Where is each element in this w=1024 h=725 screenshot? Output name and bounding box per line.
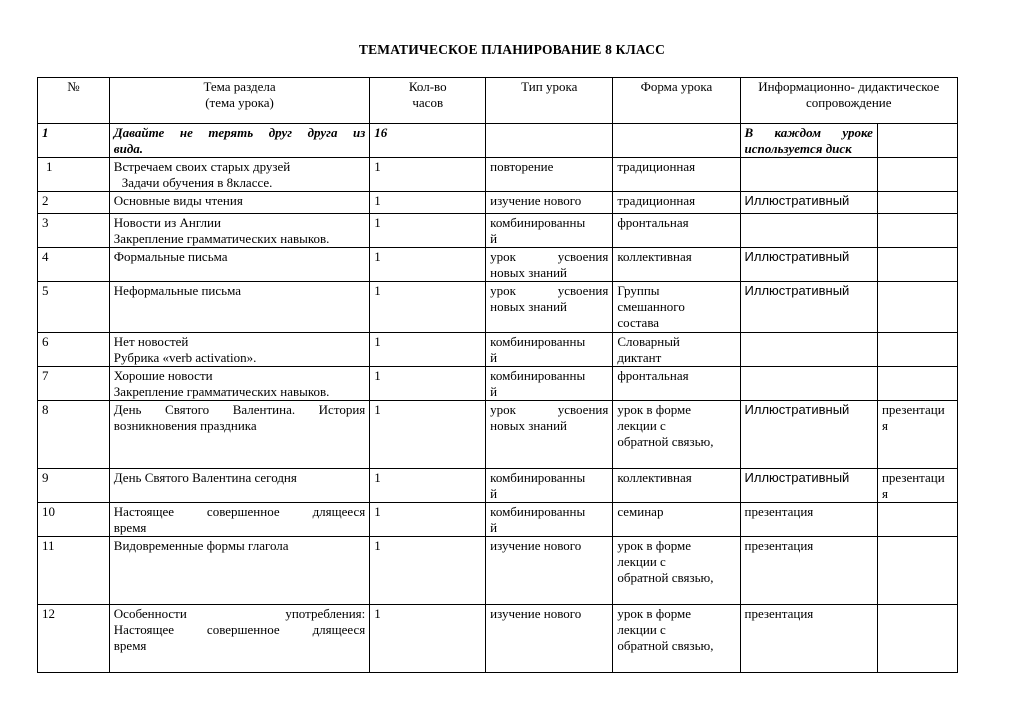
header-info: Информационно- дидактическое сопровождение bbox=[740, 78, 957, 124]
row-form: коллективная bbox=[613, 469, 740, 503]
table-row bbox=[38, 367, 958, 401]
header-num: № bbox=[38, 78, 110, 124]
row-num: 12 bbox=[38, 605, 110, 673]
table-row bbox=[38, 605, 958, 673]
row-num: 8 bbox=[38, 401, 110, 469]
row-hours: 1 bbox=[370, 214, 486, 248]
row-info: презентация bbox=[740, 537, 877, 605]
row-type: изучение нового bbox=[486, 537, 613, 605]
row-hours: 1 bbox=[370, 537, 486, 605]
row-topic: Видовременные формы глагола bbox=[109, 537, 370, 605]
page-title: ТЕМАТИЧЕСКОЕ ПЛАНИРОВАНИЕ 8 КЛАСС bbox=[358, 42, 666, 57]
table-row bbox=[38, 248, 958, 282]
row-topic: День Святого Валентина сегодня bbox=[109, 469, 370, 503]
row-extra bbox=[877, 333, 957, 367]
table-row bbox=[38, 537, 958, 605]
row-hours: 1 bbox=[370, 367, 486, 401]
row-form: традиционная bbox=[613, 158, 740, 192]
row-form: фронтальная bbox=[613, 367, 740, 401]
row-form: фронтальная bbox=[613, 214, 740, 248]
row-type: изучение нового bbox=[486, 192, 613, 214]
row-info: Иллюстративный bbox=[740, 401, 877, 469]
row-extra bbox=[877, 537, 957, 605]
row-num: 6 bbox=[38, 333, 110, 367]
planning-table bbox=[37, 77, 958, 673]
row-info bbox=[740, 333, 877, 367]
row-extra bbox=[877, 282, 957, 333]
row-type: комбинированны й bbox=[486, 503, 613, 537]
row-type: комбинированны й bbox=[486, 214, 613, 248]
row-type: урок усвоения новых знаний bbox=[486, 248, 613, 282]
row-info bbox=[740, 214, 877, 248]
row-info: Иллюстративный bbox=[740, 469, 877, 503]
row-extra: презентаци я bbox=[877, 469, 957, 503]
row-extra: презентаци я bbox=[877, 401, 957, 469]
row-hours: 1 bbox=[370, 333, 486, 367]
table-row bbox=[38, 503, 958, 537]
header-form: Форма урока bbox=[613, 78, 740, 124]
row-hours: 1 bbox=[370, 401, 486, 469]
row-type: комбинированны й bbox=[486, 333, 613, 367]
row-topic: Нет новостей Рубрика «verb activation». bbox=[109, 333, 370, 367]
row-num: 11 bbox=[38, 537, 110, 605]
row-form: традиционная bbox=[613, 192, 740, 214]
table-row bbox=[38, 158, 958, 192]
row-num: 9 bbox=[38, 469, 110, 503]
row-hours: 1 bbox=[370, 469, 486, 503]
header-type: Тип урока bbox=[486, 78, 613, 124]
row-hours: 1 bbox=[370, 158, 486, 192]
row-extra bbox=[877, 248, 957, 282]
row-info: Иллюстративный bbox=[740, 248, 877, 282]
row-num: 4 bbox=[38, 248, 110, 282]
row-topic: Хорошие новости Закрепление грамматических навыков. bbox=[109, 367, 370, 401]
row-form: коллективная bbox=[613, 248, 740, 282]
row-num: 3 bbox=[38, 214, 110, 248]
table-row bbox=[38, 282, 958, 333]
row-form: Группы смешанного состава bbox=[613, 282, 740, 333]
section-num: 1 bbox=[38, 124, 110, 158]
row-extra bbox=[877, 192, 957, 214]
row-hours: 1 bbox=[370, 605, 486, 673]
row-extra bbox=[877, 605, 957, 673]
header-topic: Тема раздела (тема урока) bbox=[109, 78, 370, 124]
table-body bbox=[38, 158, 958, 673]
row-topic: Особенности употребления: Настоящее совершенное длящееся время bbox=[109, 605, 370, 673]
row-info bbox=[740, 367, 877, 401]
row-extra bbox=[877, 158, 957, 192]
section-row bbox=[38, 124, 958, 158]
row-form: урок в форме лекции с обратной связью, bbox=[613, 605, 740, 673]
row-topic: Настоящее совершенное длящееся время bbox=[109, 503, 370, 537]
row-num: 1 bbox=[38, 158, 110, 192]
table-row bbox=[38, 192, 958, 214]
row-topic: Неформальные письма bbox=[109, 282, 370, 333]
section-hours: 16 bbox=[370, 124, 486, 158]
row-type: урок усвоения новых знаний bbox=[486, 282, 613, 333]
row-num: 7 bbox=[38, 367, 110, 401]
row-type: урок усвоения новых знаний bbox=[486, 401, 613, 469]
row-topic: Основные виды чтения bbox=[109, 192, 370, 214]
row-hours: 1 bbox=[370, 282, 486, 333]
table-row bbox=[38, 401, 958, 469]
row-topic: Формальные письма bbox=[109, 248, 370, 282]
row-topic: Новости из Англии Закрепление грамматических навыков. bbox=[109, 214, 370, 248]
table-header-row bbox=[38, 78, 958, 124]
row-info: презентация bbox=[740, 605, 877, 673]
table-row bbox=[38, 214, 958, 248]
row-type: комбинированны й bbox=[486, 469, 613, 503]
row-hours: 1 bbox=[370, 248, 486, 282]
row-num: 2 bbox=[38, 192, 110, 214]
row-extra bbox=[877, 367, 957, 401]
row-form: урок в форме лекции с обратной связью, bbox=[613, 537, 740, 605]
row-form: Словарный диктант bbox=[613, 333, 740, 367]
row-topic: День Святого Валентина. История возникновения праздника bbox=[109, 401, 370, 469]
section-info: В каждом уроке используется диск bbox=[740, 124, 877, 158]
header-hours: Кол-во часов bbox=[370, 78, 486, 124]
row-type: комбинированны й bbox=[486, 367, 613, 401]
section-topic: Давайте не терять друг друга из вида. bbox=[109, 124, 370, 158]
row-hours: 1 bbox=[370, 192, 486, 214]
row-info: Иллюстративный bbox=[740, 282, 877, 333]
row-hours: 1 bbox=[370, 503, 486, 537]
table-row bbox=[38, 469, 958, 503]
row-form: семинар bbox=[613, 503, 740, 537]
row-extra bbox=[877, 214, 957, 248]
row-num: 5 bbox=[38, 282, 110, 333]
row-info bbox=[740, 158, 877, 192]
row-info: Иллюстративный bbox=[740, 192, 877, 214]
table-row bbox=[38, 333, 958, 367]
row-extra bbox=[877, 503, 957, 537]
row-num: 10 bbox=[38, 503, 110, 537]
row-type: изучение нового bbox=[486, 605, 613, 673]
row-info: презентация bbox=[740, 503, 877, 537]
row-form: урок в форме лекции с обратной связью, bbox=[613, 401, 740, 469]
row-topic: Встречаем своих старых друзей Задачи обучения в 8классе. bbox=[109, 158, 370, 192]
row-type: повторение bbox=[486, 158, 613, 192]
